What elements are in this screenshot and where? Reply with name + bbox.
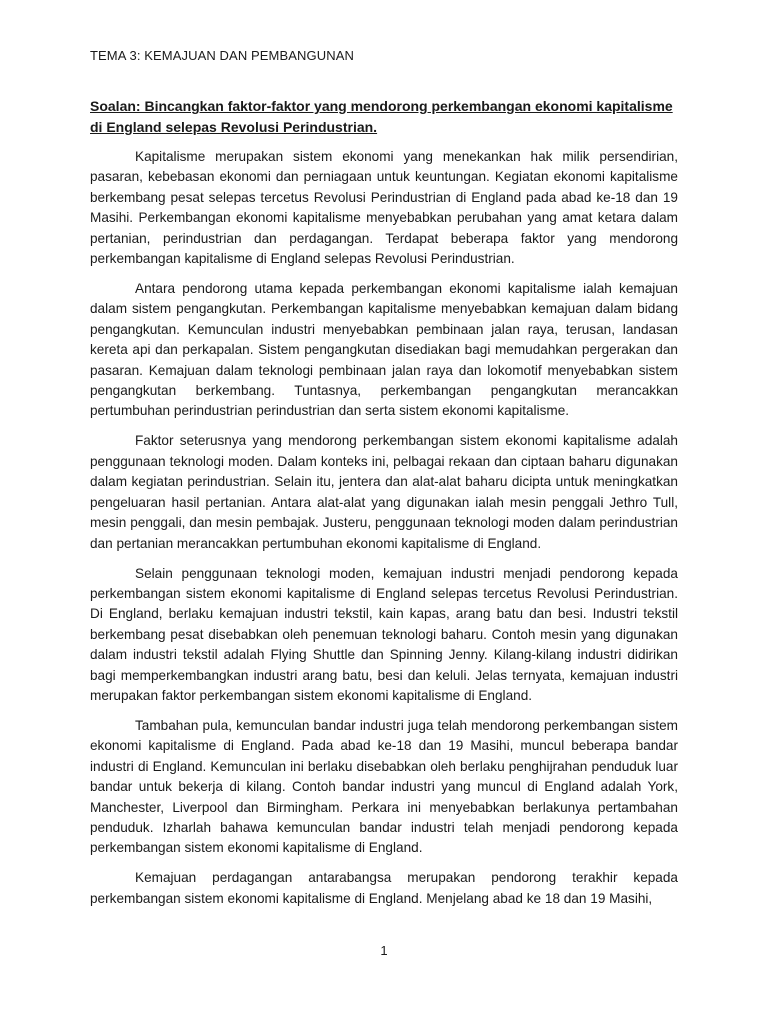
paragraph-industrial-towns: Tambahan pula, kemunculan bandar industri juga telah mendorong perkembangan sistem ekonomi kapitalisme di England. Pada abad ke-18 dan 19 Masihi, muncul beberapa bandar industri di England. Kemunculan ini berlaku disebabkan oleh berlaku penghijrahan penduduk luar bandar untuk bekerja di kilang. Contoh bandar industri yang muncul di England adalah York, Manchester, Liverpool dan Birmingham. Perkara ini menyebabkan berlakunya pertambahan penduduk. Izharlah bahawa kemunculan bandar industri telah menjadi pendorong kepada perkembangan sistem ekonomi kapitalisme di England. (90, 717, 678, 856)
paragraph-technology: Faktor seterusnya yang mendorong perkembangan sistem ekonomi kapitalisme adalah penggunaan teknologi moden. Dalam konteks ini, pelbagai rekaan dan ciptaan baharu digunakan dalam kegiatan perindustrian. Selain itu, jentera dan alat-alat baharu dicipta untuk meningkatkan pengeluaran hasil pertanian. Antara alat-alat yang digunakan ialah mesin penggali Jethro Tull, mesin penggali, dan mesin pembajak. Justeru, penggunaan teknologi moden dalam perindustrian dan pertanian merancakkan pertumbuhan ekonomi kapitalisme di England. (90, 433, 678, 551)
paragraph-transportation: Antara pendorong utama kepada perkembangan ekonomi kapitalisme ialah kemajuan dalam sistem pengangkutan. Perkembangan kapitalisme menyebabkan kemajuan dalam bidang pengangkutan. Kemunculan industri menyebabkan pembinaan jalan raya, terusan, landasan kereta api dan perkapalan. Sistem pengangkutan disediakan bagi memudahkan pergerakan dan pasaran. Kemajuan dalam teknologi pembinaan jalan raya dan lokomotif menyebabkan sistem pengangkutan berkembang. Tuntasnya, perkembangan pengangkutan merancakkan pertumbuhan perindustrian perindustrian dan serta sistem ekonomi kapitalisme. (90, 281, 678, 419)
page-number: 1 (380, 943, 388, 958)
page-header: TEMA 3: KEMAJUAN DAN PEMBANGUNAN (90, 48, 354, 63)
paragraph-industry: Selain penggunaan teknologi moden, kemajuan industri menjadi pendorong kepada perkembangan sistem ekonomi kapitalisme di England selepas tercetus Revolusi Perindustrian. Di England, berlaku kemajuan industri tekstil, kain kapas, arang batu dan besi. Industri tekstil berkembang pesat disebabkan oleh penemuan teknologi baharu. Contoh mesin yang digunakan dalam industri tekstil adalah Flying Shuttle dan Spinning Jenny. Kilang-kilang industri didirikan bagi memperkembangkan industri arang batu, besi dan keluli. Jelas ternyata, kemajuan industri merupakan faktor perkembangan sistem ekonomi kapitalisme di England. (90, 565, 678, 703)
question-title: Soalan: Bincangkan faktor-faktor yang mendorong perkembangan ekonomi kapitalisme di England selepas Revolusi Perindustrian. (90, 98, 673, 135)
paragraph-international-trade: Kemajuan perdagangan antarabangsa merupakan pendorong terakhir kepada perkembangan sistem ekonomi kapitalisme di England. Menjelang abad ke 18 dan 19 Masihi, (90, 870, 678, 906)
paragraph-introduction: Kapitalisme merupakan sistem ekonomi yang menekankan hak milik persendirian, pasaran, kebebasan ekonomi dan perniagaan untuk keuntungan. Kegiatan ekonomi kapitalisme berkembang pesat selepas tercetus Revolusi Perindustrian di England pada abad ke-18 dan 19 Masihi. Perkembangan ekonomi kapitalisme menyebabkan perubahan yang amat ketara dalam pertanian, perindustrian dan perdagangan. Terdapat beberapa faktor yang mendorong perkembangan kapitalisme di England selepas Revolusi Perindustrian. (90, 149, 678, 267)
document-body (90, 96, 678, 919)
